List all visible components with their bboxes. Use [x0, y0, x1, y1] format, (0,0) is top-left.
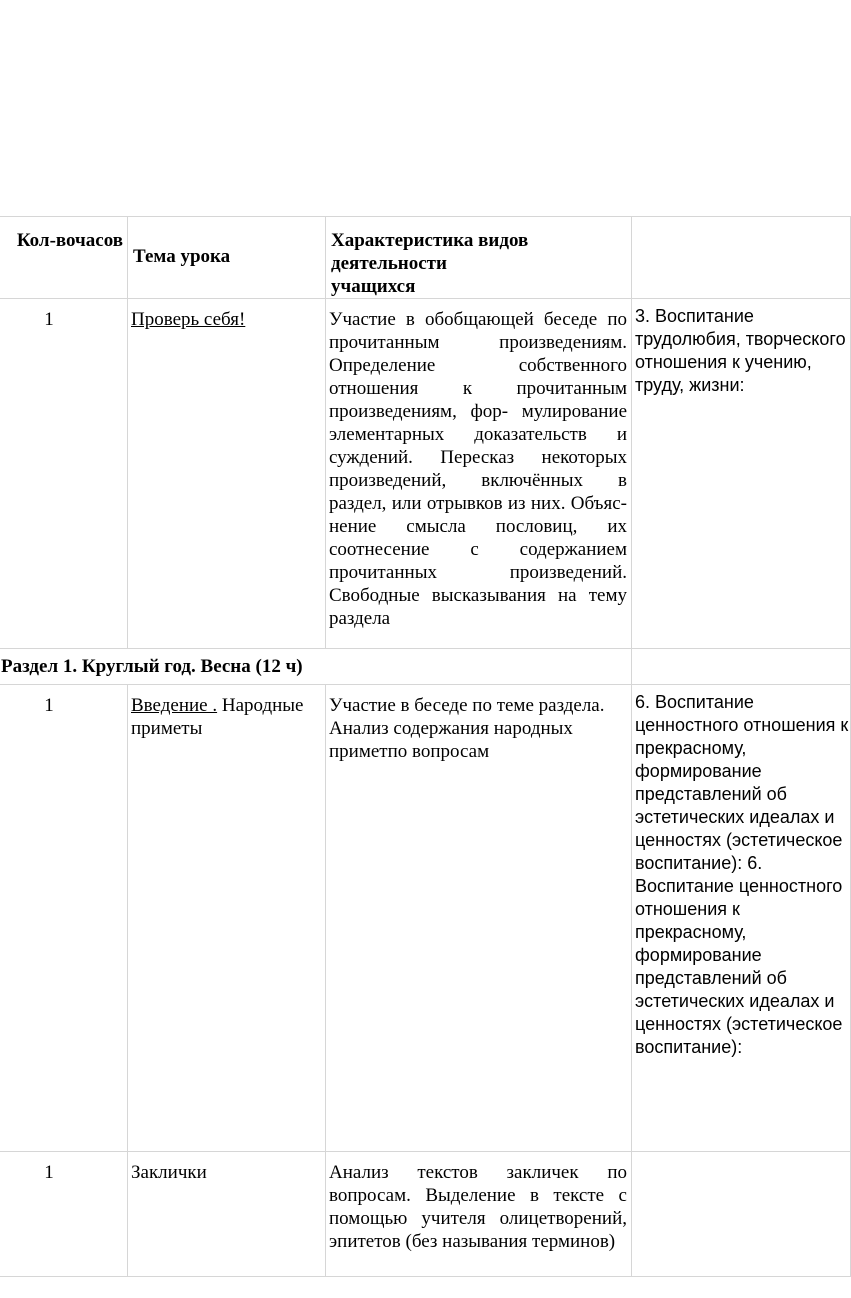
cell-topic: Заклички: [128, 1152, 326, 1277]
header-activity: [326, 217, 632, 299]
header-topic: Тема урока: [128, 217, 326, 299]
topic-link[interactable]: Введение .: [131, 695, 218, 716]
section-row: [0, 649, 851, 685]
cell-hours: 1: [0, 685, 128, 1152]
header-activity-line-3: учащихся: [331, 276, 416, 297]
cell-goal: 3. Воспитание трудолюбия, творческого отношения к учению, труду, жизни:: [632, 299, 851, 649]
section-title: Раздел 1. Круглый год. Весна (12 ч): [0, 649, 632, 685]
cell-activity: Участие в обобщающей беседе по прочитанным произведениям. Определение собственного отношения к прочитанным произведениям, фор- мулирование элементарных доказательств и суждений. Пересказ некоторых произведений, включённых в раздел, или отрывков из них. Объяс- нение смысла пословиц, их соотнесение с содержанием прочитанных произведений. Свободные высказывания на тему раздела: [326, 299, 632, 649]
cell-hours: 1: [0, 299, 128, 649]
header-goal: [632, 217, 851, 299]
cell-topic: [128, 685, 326, 1152]
table-header-row: [0, 217, 851, 299]
cell-goal: 6. Воспитание ценностного отношения к прекрасному, формирование представлений об эстетических идеалах и ценностях (эстетическое воспитание): 6. Воспитание ценностного отношения к прекрасному, формирование представлений об эстетических идеалах и ценностях (эстетическое воспитание):: [632, 685, 851, 1152]
cell-activity: Участие в беседе по теме раздела. Анализ содержания народных приметпо вопросам: [326, 685, 632, 1152]
cell-topic: [128, 299, 326, 649]
topic-link[interactable]: Проверь себя!: [131, 309, 246, 330]
cell-goal-empty: [632, 649, 851, 685]
cell-hours: 1: [0, 1152, 128, 1277]
table-row: [0, 685, 851, 1152]
cell-activity: Анализ текстов закличек по вопросам. Выделение в тексте с помощью учителя олицетворений, эпитетов (без называния терминов): [326, 1152, 632, 1277]
table-row: [0, 1152, 851, 1277]
topic-text: Народные приметы: [131, 695, 304, 739]
lesson-plan-table: [0, 216, 851, 1277]
table-row: [0, 299, 851, 649]
header-activity-line-1: Характеристика видов: [331, 230, 529, 251]
header-activity-line-2: деятельности: [331, 253, 447, 274]
cell-goal: [632, 1152, 851, 1277]
header-hours: Кол-вочасов: [0, 217, 128, 299]
